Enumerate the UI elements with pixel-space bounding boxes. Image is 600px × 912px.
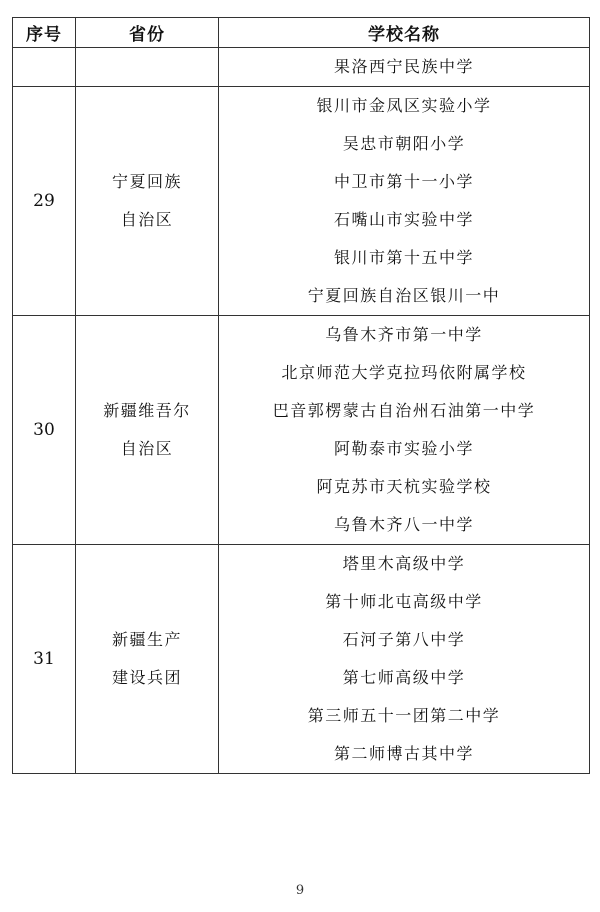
table-row-30 [13, 316, 590, 545]
school-name: 北京师范大学克拉玛依附属学校 [281, 363, 527, 382]
province-cell [76, 316, 219, 545]
school-name: 石嘴山市实验中学 [333, 210, 474, 229]
province-cell [76, 87, 219, 316]
school-name: 第三师五十一团第二中学 [307, 706, 501, 725]
number-cell [13, 545, 76, 774]
table-row-29 [13, 87, 590, 316]
school-name: 吴忠市朝阳小学 [342, 134, 466, 153]
school-name: 宁夏回族自治区银川一中 [307, 286, 501, 305]
school-name: 塔里木高级中学 [342, 554, 466, 573]
province-cell [76, 545, 219, 774]
province-line: 自治区 [120, 210, 174, 229]
school-name: 中卫市第十一小学 [333, 172, 474, 191]
province-line: 新疆维吾尔 [103, 401, 191, 420]
province-line: 建设兵团 [111, 668, 182, 687]
number-cell [13, 87, 76, 316]
school-name: 银川市金凤区实验小学 [316, 96, 492, 115]
school-name: 第七师高级中学 [342, 668, 466, 687]
school-name: 银川市第十五中学 [333, 248, 474, 267]
school-name: 阿克苏市天杭实验学校 [316, 477, 492, 496]
school-name: 乌鲁木齐市第一中学 [325, 325, 483, 344]
school-name: 阿勒泰市实验小学 [333, 439, 474, 458]
school-cell [219, 316, 590, 545]
school-name: 第二师博古其中学 [333, 744, 474, 763]
continued-school-cell [219, 48, 590, 87]
school-cell [219, 87, 590, 316]
school-name: 巴音郭楞蒙古自治州石油第一中学 [272, 401, 536, 420]
school-name: 乌鲁木齐八一中学 [333, 515, 474, 534]
school-cell [219, 545, 590, 774]
header-number: 序号 [13, 18, 76, 48]
province-line: 自治区 [120, 439, 174, 458]
continued-province-cell [76, 48, 219, 87]
page-number: 9 [295, 883, 305, 898]
sequence-number: 31 [33, 649, 55, 669]
school-name: 果洛西宁民族中学 [333, 57, 474, 76]
continued-number-cell [13, 48, 76, 87]
table-row-31 [13, 545, 590, 774]
header-school: 学校名称 [219, 18, 590, 48]
table-header-row [13, 18, 590, 48]
number-cell [13, 316, 76, 545]
school-name: 第十师北屯高级中学 [325, 592, 483, 611]
continued-row [13, 48, 590, 87]
school-list-table [12, 17, 590, 774]
school-name: 石河子第八中学 [342, 630, 466, 649]
province-line: 宁夏回族 [111, 172, 182, 191]
province-line: 新疆生产 [111, 630, 182, 649]
sequence-number: 29 [33, 191, 55, 211]
sequence-number: 30 [33, 420, 55, 440]
header-province: 省份 [76, 18, 219, 48]
